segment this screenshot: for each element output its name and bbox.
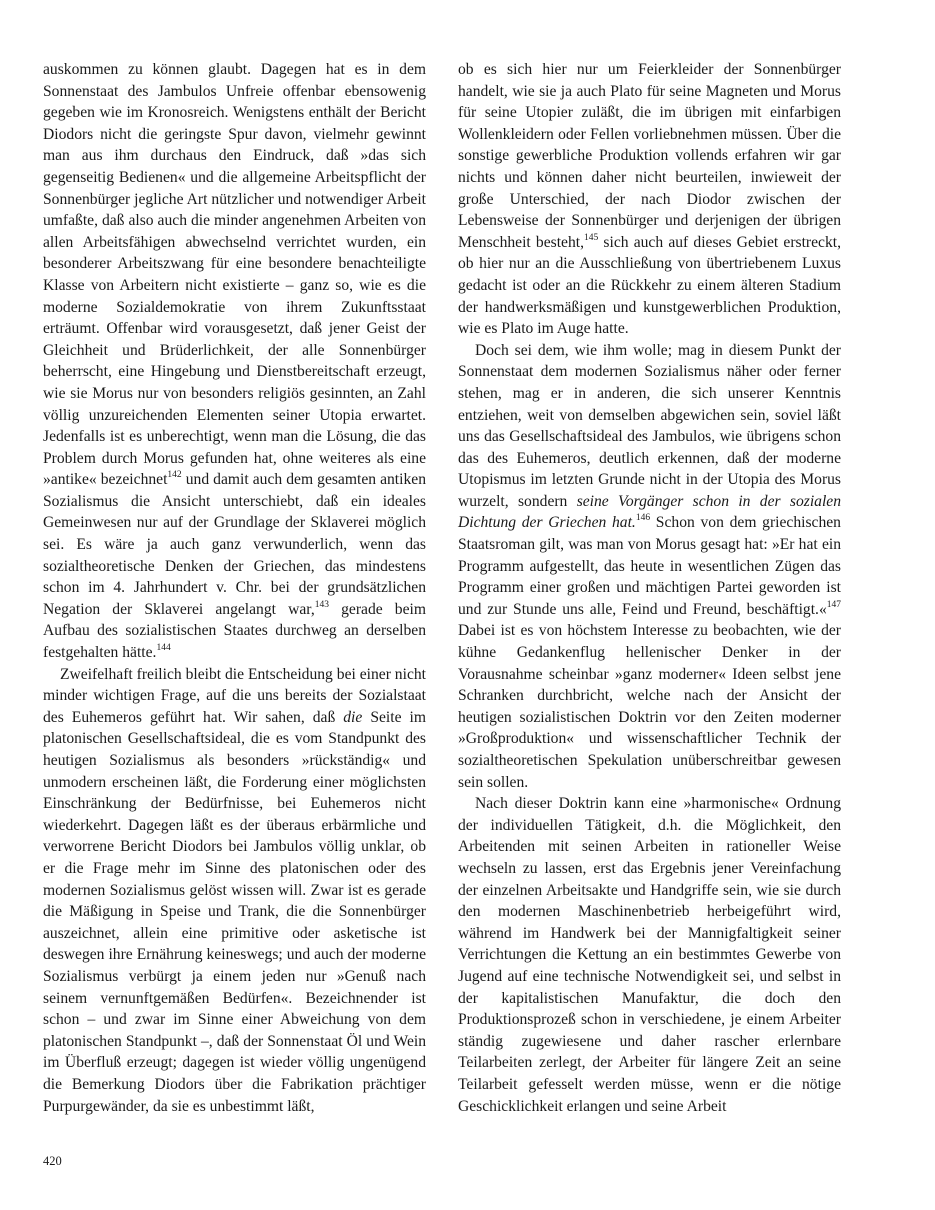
text-run: und damit auch dem gesamten antiken Sozialismus die Ansicht unterschiebt, daß ein ideales Gemeinwesen nur auf der Grundlage der Sklaverei möglich sei. Es wäre ja auch ganz verwunderlich, wenn das sozialtheoretische Denken der Griechen, das mindestens schon im 4. Jahrhundert v. Chr. bei der grundsätzlichen Negation der Sklaverei angelangt war,: [43, 471, 426, 618]
text-run: Seite im platonischen Gesellschaftsideal, die es vom Standpunkt des heutigen Sozialismus als besonders »rückständig« und unmodern erscheinen läßt, die Forderung einer möglichsten Einschränkung der Bedürfnisse, bei Euhemeros nicht wiederkehrt. Dagegen läßt es der überaus erbärmliche und verworrene Bericht Diodors bei Jambulos völlig unklar, ob er die Frage mehr im Sinne des platonischen oder des modernen Sozialismus gelöst wissen will. Zwar ist es gerade die Mäßigung in Speise und Trank, die die Sonnenbürger auszeichnet, allein eine primitive oder asketische ist deswegen ihre Ernährung keineswegs; und auch der moderne Sozialismus verbürgt ja einem jeden nur »Genuß nach seinem vernunftgemäßen Bedürfen«. Bezeichnender ist schon – und zwar im Sinne einer Abweichung von dem platonischen Standpunkt –, daß der Sonnenstaat Öl und Wein im Überfluß erzeugt; dagegen ist wieder völlig ungenügend die Bemerkung Diodors über die Fabrikation prächtiger Purpurgewänder, da sie es unbestimmt läßt,: [43, 708, 426, 1115]
footnote-marker: 143: [314, 599, 329, 610]
text-run: ob es sich hier nur um Feierkleider der Sonnenbürger handelt, wie sie ja auch Plato für seine Magneten und Morus für seine Utopier zuläßt, die im übrigen mit einfarbigen Wollenkleidern oder Fellen vorliebnehmen müssen. Über die sonstige gewerbliche Produktion vollends erfahren wir gar nichts und können daher nicht beurteilen, inwieweit der große Unterschied, der nach Diodor zwischen der Lebensweise der Sonnenbürger und derjenigen der übrigen Menschheit besteht,: [458, 61, 841, 251]
footnote-marker: 142: [167, 470, 182, 481]
left-column: [43, 59, 426, 1117]
text-run: Nach dieser Doktrin kann eine »harmonische« Ordnung der individuellen Tätigkeit, d.h. die Möglichkeit, den Arbeitenden mit seinen Arbeiten in rationeller Weise wechseln zu lassen, erst das Ergebnis jener Vereinfachung der einzelnen Arbeitsakte und Handgriffe sein, wie sie durch den modernen Maschinenbetrieb herbeigeführt wird, während im Handwerk bei der Mannigfaltigkeit seiner Verrichtungen die Kettung an ein bestimmtes Gewerbe von Jugend auf eine technische Notwendigkeit sei, und selbst in der kapitalistischen Manufaktur, die doch den Produktionsprozeß schon in verschiedene, je einem Arbeiter ständig zugewiesene und daher rascher erlernbare Teilarbeiten zerlegt, der Arbeiter für längere Zeit an seine Teilarbeit gefesselt werden müsse, wenn er die nötige Geschicklichkeit erlangen und seine Arbeit: [458, 795, 841, 1115]
text-run: Zweifelhaft freilich bleibt die Entscheidung bei einer nicht minder wichtigen Frage, auf die uns bereits der Sozialstaat des Euhemeros geführt hat. Wir sahen, daß: [43, 665, 426, 726]
paragraph: [43, 59, 426, 664]
footnote-marker: 145: [584, 232, 599, 243]
text-run: Dabei ist es von höchstem Interesse zu beobachten, wie der kühne Gedankenflug hellenischer Denker in der Vorausnahme scheinbar »ganz moderner« Ideen selbst jene Schranken durchbricht, welche nach der Ansicht der heutigen sozialistischen Doktrin vor den Zeiten moderner »Großproduktion« und wissenschaftlicher Technik der sozialtheoretischen Spekulation unüberschreitbar gewesen sein sollen.: [458, 622, 841, 791]
paragraph: [458, 340, 841, 793]
paragraph: [458, 59, 841, 340]
emphasis: seine Vorgänger schon in der sozialen Dichtung der Griechen hat.: [458, 492, 842, 532]
footnote-marker: 146: [635, 513, 651, 524]
footnote-marker: 144: [156, 642, 171, 653]
paragraph: [43, 664, 426, 1117]
text-run: Schon von dem griechischen Staatsroman gilt, was man von Morus gesagt hat: »Er hat ein Programm aufgestellt, das heute in wesentlichen Zügen das Programm einer großen und mächtigen Partei geworden ist und zur Stunde uns alle, Feind und Freund, beschäftigt.«: [458, 514, 841, 618]
footnote-marker: 147: [826, 599, 841, 610]
text-run: sich auch auf dieses Gebiet erstreckt, ob hier nur an die Ausschließung von übertriebenem Luxus gedacht ist oder an die Rückkehr zu einem älteren Stadium der handwerksmäßigen und kunstgewerblichen Produktion, wie es Plato im Auge hatte.: [458, 233, 841, 338]
page-number: 420: [43, 1154, 62, 1168]
text-run: auskommen zu können glaubt. Dagegen hat es in dem Sonnenstaat des Jambulos Unfreie offenbar ebensowenig gegeben wie im Kronosreich. Wenigstens enthält der Bericht Diodors nicht die geringste Spur davon, vielmehr gewinnt man aus ihm durchaus den Eindruck, daß »das sich gegenseitig Bedienen« und die allgemeine Arbeitspflicht der Sonnenbürger jegliche Art nützlicher und notwendiger Arbeit umfaßte, daß also auch die minder angenehmen Arbeiten von allen Arbeitsfähigen abwechselnd verrichtet wurden, ein besonderer Arbeitszwang für eine besondere benachteiligte Klasse von Arbeitern nicht existierte – ganz so, wie es die moderne Sozialdemokratie von ihrem Zukunftsstaat erträumt. Offenbar wird vorausgesetzt, daß jener Geist der Gleichheit und Brüderlichkeit, der alle Sonnenbürger beherrscht, eine Hingebung und Dienstbereitschaft erzeugt, wie sie Morus nur von besonders religiös gesinnten, an Zahl völlig unzureichenden Elementen seiner Utopia erwartet. Jedenfalls ist es unberechtigt, wenn man die Lösung, die das Problem durch Morus gefunden hat, ohne weiteres als eine »antike« bezeichnet: [43, 61, 426, 489]
right-column: [458, 59, 841, 1117]
emphasis: die: [343, 708, 363, 726]
text-run: gerade beim Aufbau des sozialistischen Staates durchweg an derselben festgehalten hätte.: [43, 600, 426, 662]
text-run: Doch sei dem, wie ihm wolle; mag in diesem Punkt der Sonnenstaat dem modernen Sozialismus näher oder ferner stehen, mag er in anderen, die sich unserer Kenntnis entziehen, weit von demselben abgewichen sein, soviel läßt uns das Gesellschaftsideal des Jambulos, wie übrigens schon das des Euhemeros, deutlich erkennen, daß der moderne Utopismus im letzten Grunde nicht in der Utopia des Morus wurzelt, sondern: [458, 341, 841, 510]
paragraph: [458, 793, 841, 1117]
